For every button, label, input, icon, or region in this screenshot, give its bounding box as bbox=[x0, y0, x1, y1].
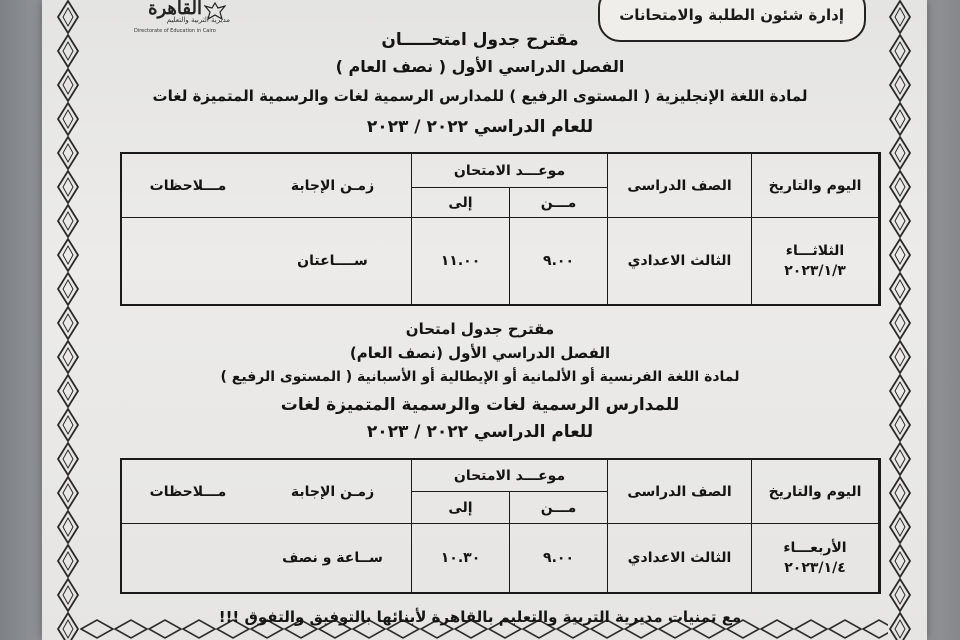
cell-notes bbox=[122, 524, 254, 592]
exam-date: ٢٠٢٣/١/٣ bbox=[784, 263, 846, 279]
day-name: الثلاثـــاء bbox=[785, 243, 845, 259]
footer-wishes: مع تمنيات مديرية التربية والتعليم بالقاهرة لأبنائها بالتوفيق والتفوق !!! bbox=[218, 608, 742, 626]
cell-grade: الثالث الاعدادي bbox=[608, 218, 752, 304]
cell-notes bbox=[122, 218, 254, 304]
admin-office-title: إدارة شئون الطلبة والامتحانات bbox=[619, 6, 844, 24]
header-grade: الصف الدراسى bbox=[608, 154, 752, 218]
section1-title: مقترح جدول امتحـــــان bbox=[381, 30, 579, 50]
header-duration: زمـن الإجابة bbox=[254, 154, 412, 218]
cell-from: ٩.٠٠ bbox=[510, 524, 608, 592]
cell-day-date bbox=[752, 218, 879, 304]
section1-subject: لمادة اللغة الإنجليزية ( المستوى الرفيع ) للمدارس الرسمية لغات والرسمية المتميزة لغات bbox=[152, 87, 808, 105]
section2-term: الفصل الدراسي الأول (نصف العام) bbox=[349, 344, 611, 362]
header-exam-time: موعـــد الامتحان bbox=[412, 460, 608, 492]
day-name: الأربعـــاء bbox=[783, 540, 847, 556]
logo-city-name: القاهرة bbox=[148, 0, 202, 19]
cell-day-date bbox=[752, 524, 879, 592]
decorative-border-right bbox=[888, 0, 912, 640]
section1-year: للعام الدراسي ٢٠٢٢ / ٢٠٢٣ bbox=[366, 117, 594, 137]
cell-duration: ســاعة و نصف bbox=[254, 524, 412, 592]
exam-date: ٢٠٢٣/١/٤ bbox=[784, 560, 846, 576]
header-notes: مـــلاحظات bbox=[122, 154, 254, 218]
cell-duration: ســــاعتان bbox=[254, 218, 412, 304]
section2-schools: للمدارس الرسمية لغات والرسمية المتميزة لغات bbox=[280, 395, 680, 415]
section2-year: للعام الدراسي ٢٠٢٢ / ٢٠٢٣ bbox=[366, 422, 594, 442]
logo-english-name: Directorate of Education in Cairo bbox=[134, 28, 216, 34]
header-to: إلى bbox=[412, 492, 510, 524]
section2-title: مقترح جدول امتحان bbox=[405, 320, 555, 338]
exam-table-second-language bbox=[120, 458, 881, 594]
header-notes: مـــلاحظات bbox=[122, 460, 254, 524]
header-exam-time: موعـــد الامتحان bbox=[412, 154, 608, 188]
header-from: مـــن bbox=[510, 492, 608, 524]
cell-to: ١١.٠٠ bbox=[412, 218, 510, 304]
cell-grade: الثالث الاعدادي bbox=[608, 524, 752, 592]
header-duration: زمـن الإجابة bbox=[254, 460, 412, 524]
cell-from: ٩.٠٠ bbox=[510, 218, 608, 304]
section1-term: الفصل الدراسي الأول ( نصف العام ) bbox=[335, 57, 625, 76]
section2-subject: لمادة اللغة الفرنسية أو الألمانية أو الإيطالية أو الأسبانية ( المستوى الرفيع ) bbox=[220, 369, 740, 385]
header-to: إلى bbox=[412, 188, 510, 218]
header-day-date: اليوم والتاريخ bbox=[752, 460, 879, 524]
exam-table-english bbox=[120, 152, 881, 306]
cell-to: ١٠.٣٠ bbox=[412, 524, 510, 592]
header-from: مـــن bbox=[510, 188, 608, 218]
decorative-border-left bbox=[56, 0, 80, 640]
logo-directorate-name: مديرية التربية والتعليم bbox=[166, 16, 230, 24]
header-grade: الصف الدراسى bbox=[608, 460, 752, 524]
header-day-date: اليوم والتاريخ bbox=[752, 154, 879, 218]
